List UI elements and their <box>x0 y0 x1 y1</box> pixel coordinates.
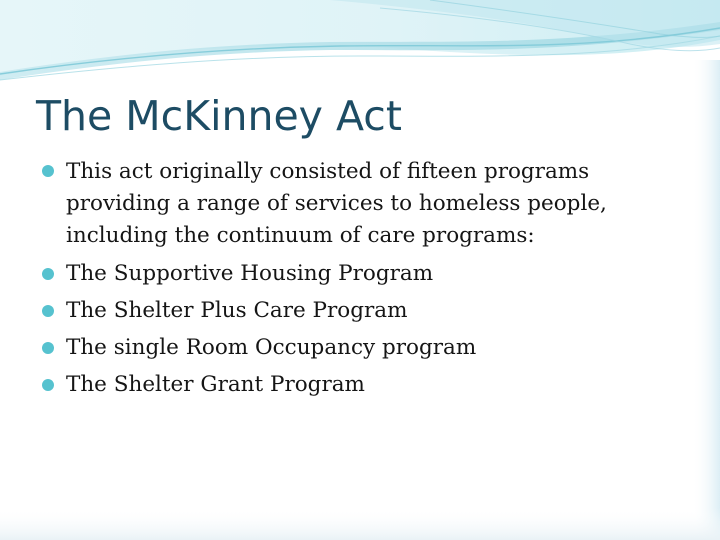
bullet-list <box>40 154 680 403</box>
bullet-item <box>40 366 680 403</box>
bullet-item <box>40 292 680 329</box>
bullet-text: The single Room Occupancy program <box>66 335 477 360</box>
bullet-item <box>40 329 680 366</box>
bullet-text: The Shelter Plus Care Program <box>66 298 408 323</box>
bullet-text: The Supportive Housing Program <box>66 261 434 286</box>
bullet-dot-icon <box>42 268 54 280</box>
bullet-item <box>40 154 680 255</box>
bullet-dot-icon <box>42 379 54 391</box>
bottom-edge-fade <box>0 508 720 540</box>
bullet-dot-icon <box>42 305 54 317</box>
bullet-dot-icon <box>42 165 54 177</box>
slide-title: The McKinney Act <box>36 92 402 140</box>
bullet-text: This act originally consisted of fifteen programs providing a range of services to homeless people, including the continuum of care programs: <box>66 159 607 248</box>
right-edge-fade <box>692 60 720 540</box>
bullet-text: The Shelter Grant Program <box>66 372 365 397</box>
bullet-item <box>40 255 680 292</box>
bullet-dot-icon <box>42 342 54 354</box>
